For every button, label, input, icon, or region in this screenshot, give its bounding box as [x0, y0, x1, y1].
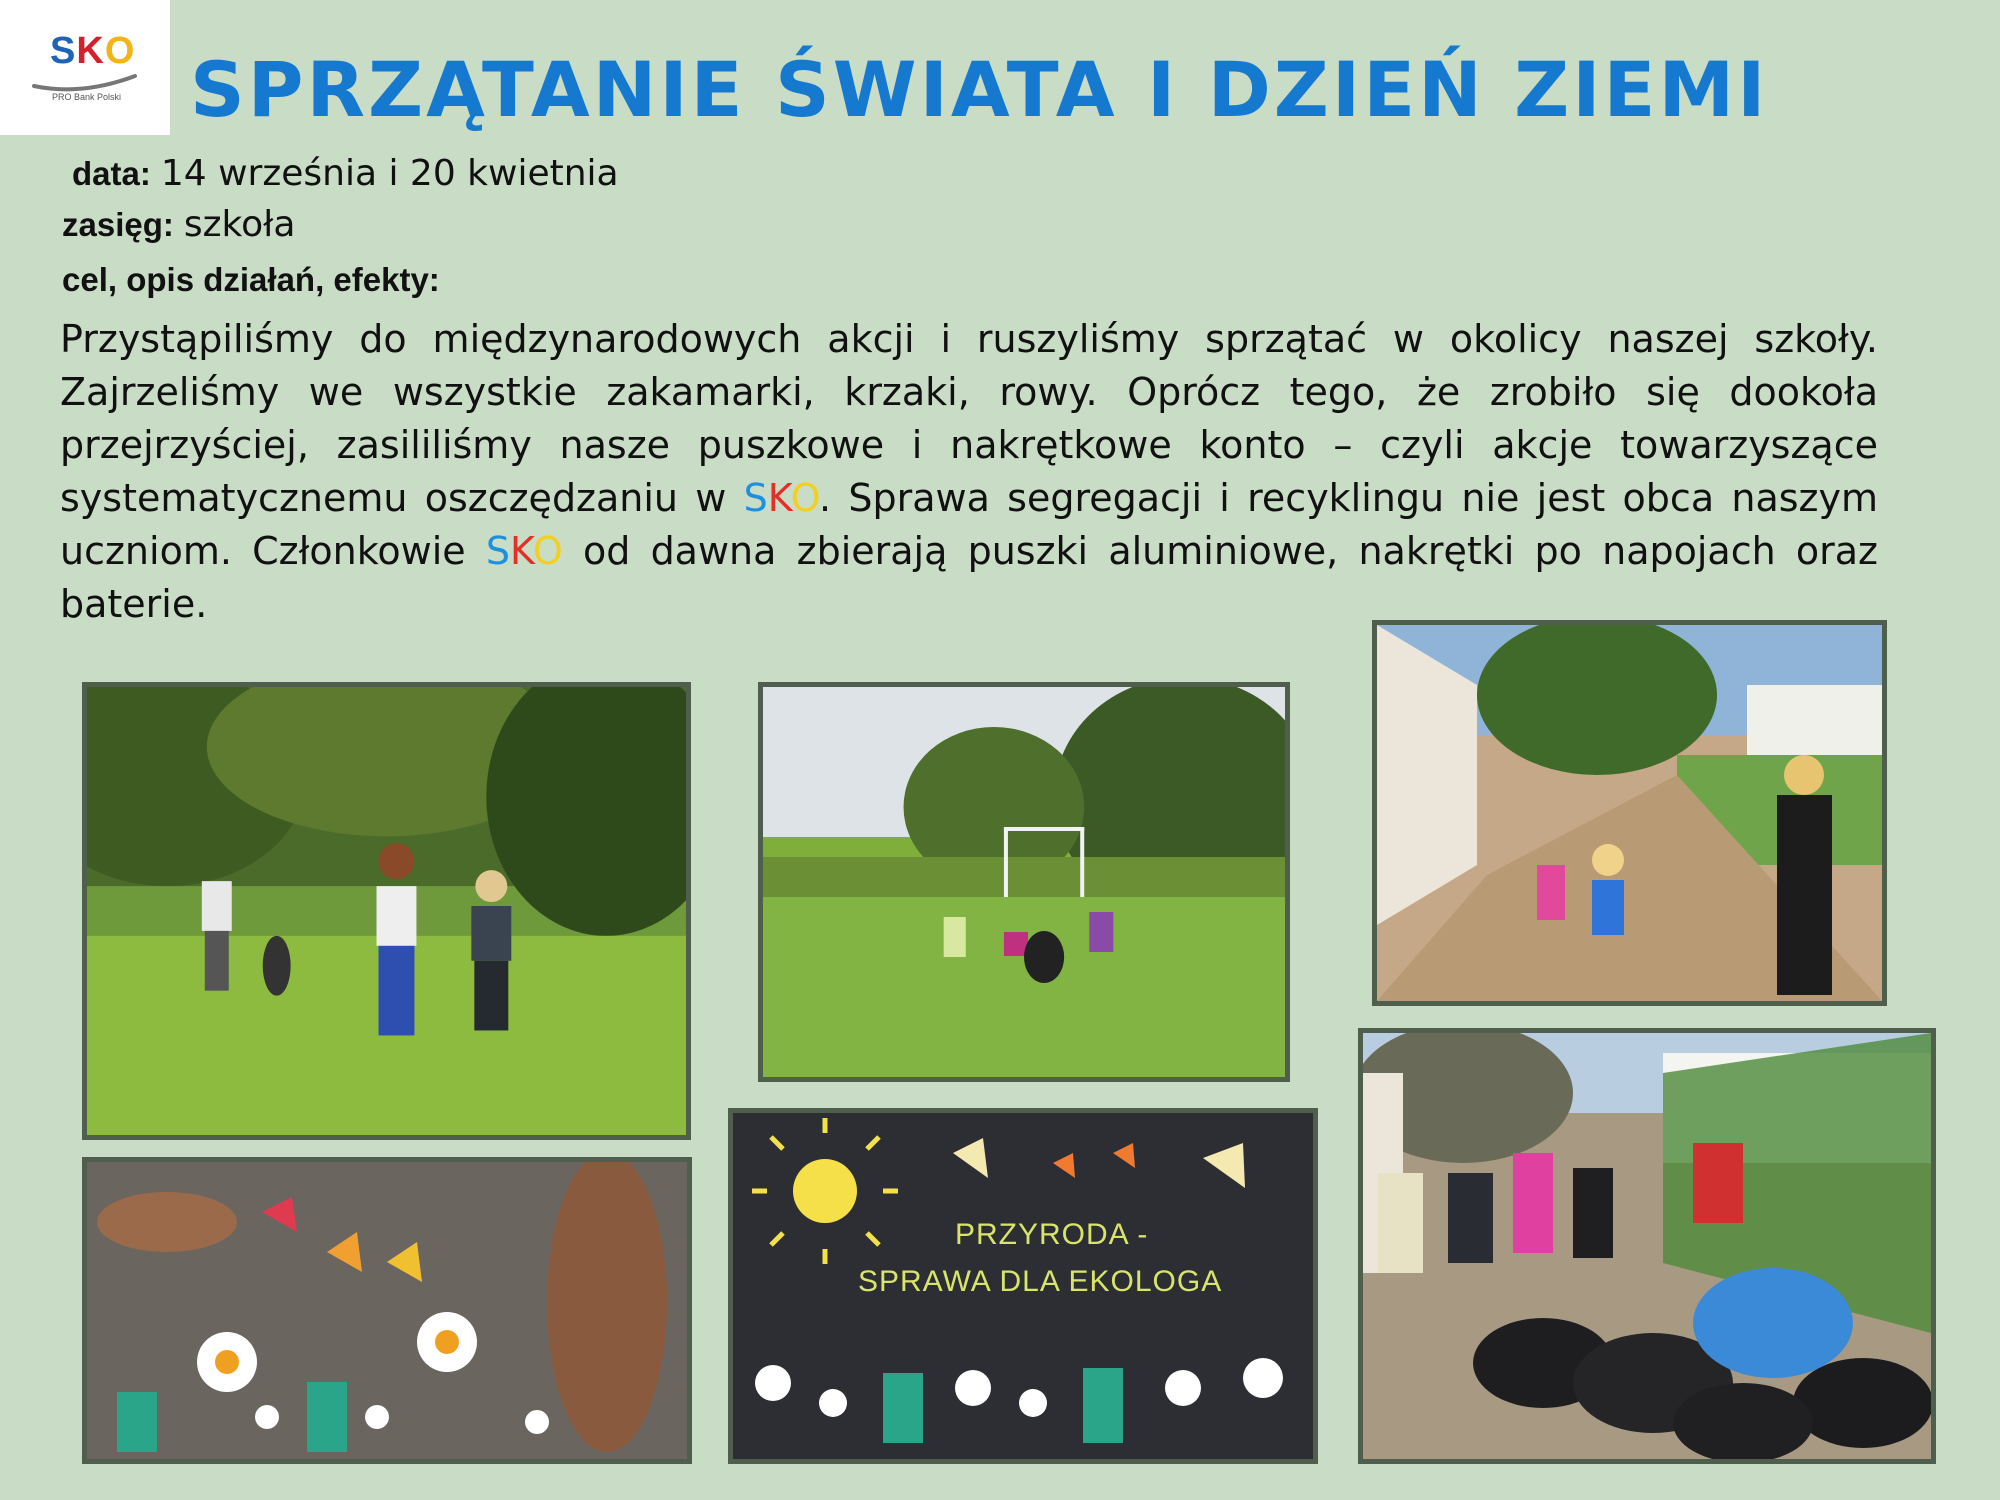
date-line: [72, 152, 619, 194]
sko-logo: [0, 0, 170, 135]
goal-line: [62, 258, 440, 300]
logo-swoosh-icon: [32, 72, 137, 92]
board-text-line1: PRZYRODA -: [955, 1218, 1149, 1251]
logo-text: SKO: [50, 30, 136, 72]
photo-field-cleanup: [758, 682, 1290, 1082]
photo-school-path: [1372, 620, 1887, 1006]
sko-mark: SKO: [485, 529, 563, 573]
photo-nature-board: [728, 1108, 1318, 1464]
scope-line: [62, 203, 295, 245]
logo-subtitle: PRO Bank Polski: [52, 92, 122, 102]
photo-giraffe-board: [82, 1157, 692, 1464]
photo-children-meadow: [82, 682, 691, 1140]
goal-label: cel, opis działań, efekty:: [62, 261, 440, 298]
photo-collected-bags: [1358, 1028, 1936, 1464]
scope-value: szkoła: [183, 204, 296, 245]
board-text-line2: SPRAWA DLA EKOLOGA: [858, 1265, 1223, 1298]
date-value: 14 września i 20 kwietnia: [160, 153, 619, 194]
date-label: data:: [72, 155, 151, 192]
page-title: SPRZĄTANIE ŚWIATA I DZIEŃ ZIEMI: [190, 45, 1769, 134]
scope-label: zasięg:: [62, 206, 174, 243]
description-paragraph: Przystąpiliśmy do międzynarodowych akcji i ruszyliśmy sprzątać w okolicy naszej szkoły. Zajrzeliśmy we wszystkie zakamarki, krzaki, rowy. Oprócz tego, że zrobiło się dookoła przejrzyściej, zasililiśmy nasze puszkowe i nakrętkowe konto – czyli akcje towarzyszące systematycznemu oszczędzaniu w SKO. Sprawa segregacji i recyklingu nie jest obca naszym uczniom. Członkowie SKO od dawna zbierają puszki aluminiowe, nakrętki po napojach oraz baterie.: [60, 317, 1879, 626]
sko-mark: SKO: [743, 476, 819, 520]
